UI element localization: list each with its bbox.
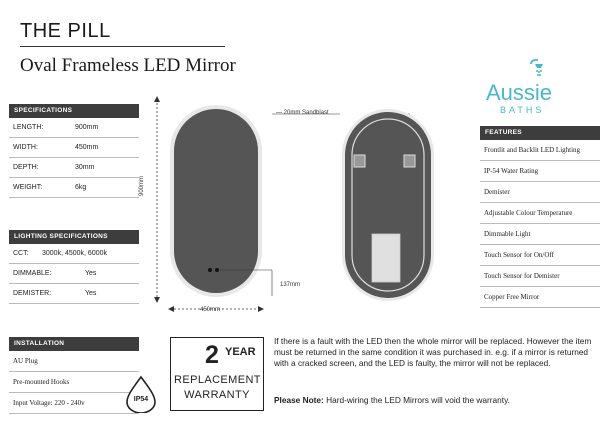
feature-item: Touch Sensor for On/Off xyxy=(480,245,600,266)
sensor-offset-label: 137mm xyxy=(280,282,301,288)
lighting-label: DEMISTER: xyxy=(13,290,52,297)
title-divider xyxy=(20,46,225,47)
lighting-table xyxy=(9,230,139,304)
feature-item: Frontlit and Backlit LED Lighting xyxy=(480,140,600,161)
feature-item: Touch Sensor for Demister xyxy=(480,266,600,287)
spec-row xyxy=(9,138,139,158)
spec-row xyxy=(9,118,139,138)
installation-heading: INSTALLATION xyxy=(9,337,139,351)
sandblast-text: 20mm Sandblast xyxy=(283,110,329,116)
lighting-row xyxy=(9,284,139,304)
page-title: THE PILL xyxy=(20,20,111,42)
spec-value: 450mm xyxy=(75,144,99,151)
installation-item: Input Voltage: 220 - 240v xyxy=(9,393,139,414)
feature-item: IP-54 Water Rating xyxy=(480,161,600,182)
lighting-row xyxy=(9,244,139,264)
height-dimension-label: 900mm xyxy=(139,175,145,196)
sandblast-label: — 20mm Sandblast xyxy=(276,110,329,116)
shower-head-icon xyxy=(528,58,550,80)
brand-sub: BATHS xyxy=(500,105,545,115)
spec-label: DEPTH: xyxy=(13,164,39,171)
installation-table xyxy=(9,337,139,414)
feature-item: Dimmable Light xyxy=(480,224,600,245)
lighting-value: Yes xyxy=(85,270,97,277)
spec-label: LENGTH: xyxy=(13,124,44,131)
warranty-unit: YEAR xyxy=(225,346,256,358)
page-subtitle: Oval Frameless LED Mirror xyxy=(20,55,236,76)
feature-item: Demister xyxy=(480,182,600,203)
lighting-label: CCT: xyxy=(13,250,29,257)
specifications-heading: SPECIFICATIONS xyxy=(9,104,139,118)
warranty-line2: WARRANTY xyxy=(184,389,250,401)
lighting-value: 3000k, 4500k, 6000k xyxy=(42,250,107,257)
installation-item: AU Plug xyxy=(9,351,139,372)
ip54-text: IP54 xyxy=(133,396,149,403)
spec-value: 6kg xyxy=(75,184,87,191)
spec-label: WEIGHT: xyxy=(13,184,43,191)
brand-name: Aussie xyxy=(486,80,553,105)
width-dimension-label: 450mm xyxy=(200,307,221,313)
spec-value: 30mm xyxy=(75,164,95,171)
lighting-label: DIMMABLE: xyxy=(13,270,52,277)
warranty-years: 2 xyxy=(205,341,219,369)
mirror-front-drawing xyxy=(150,95,280,320)
hardwiring-note xyxy=(274,395,592,405)
features-table xyxy=(480,126,600,308)
ip54-badge xyxy=(124,375,158,413)
feature-item: Copper Free Mirror xyxy=(480,287,600,308)
specifications-table xyxy=(9,104,139,198)
mirror-back-drawing xyxy=(270,105,445,305)
lighting-heading: LIGHTING SPECIFICATIONS xyxy=(9,230,139,244)
spec-value: 900mm xyxy=(75,124,99,131)
features-heading: FEATURES xyxy=(480,126,600,140)
water-drop-icon xyxy=(124,375,158,413)
warranty-notice: If there is a fault with the LED then the whole mirror will be replaced. However the item must be returned in the same condition it was purchased in. e.g. if a mirror is returned with a cracked screen, and the LED is faulty, the mirror will not be replaced. xyxy=(274,336,592,368)
note-label: Please Note: xyxy=(274,395,324,405)
lighting-row xyxy=(9,264,139,284)
warranty-line1: REPLACEMENT xyxy=(174,374,261,386)
spec-row xyxy=(9,178,139,198)
installation-item: Pre-mounted Hooks xyxy=(9,372,139,393)
lighting-value: Yes xyxy=(85,290,97,297)
feature-item: Adjustable Colour Temperature xyxy=(480,203,600,224)
spec-label: WIDTH: xyxy=(13,144,38,151)
spec-row xyxy=(9,158,139,178)
note-text: Hard-wiring the LED Mirrors will void the warranty. xyxy=(323,395,510,405)
